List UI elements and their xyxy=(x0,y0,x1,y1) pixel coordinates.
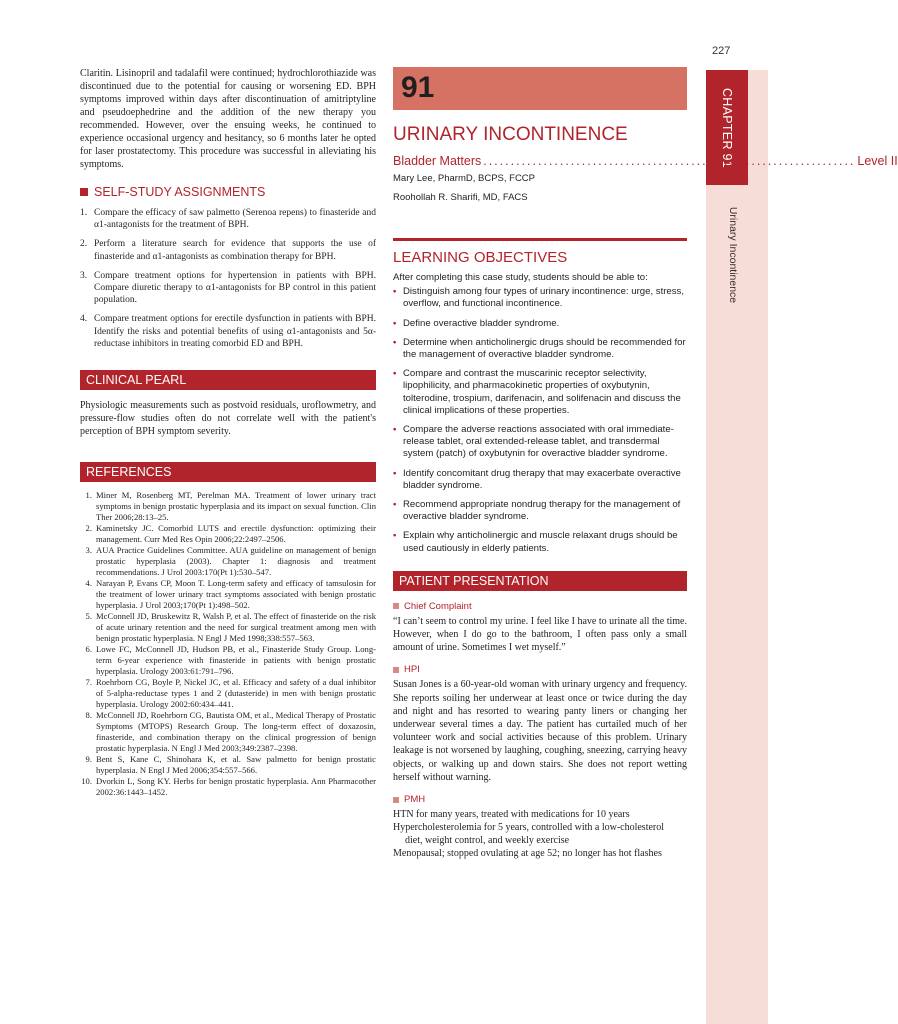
reference-number: 10. xyxy=(81,776,92,787)
self-study-heading-label: SELF-STUDY ASSIGNMENTS xyxy=(94,185,266,199)
intro-paragraph: Claritin. Lisinopril and tadalafil were continued; hydrochlorothiazide was discontinued due to the potential for causing or worsening ED. BPH symptoms improved within days after discontinuation of amitriptyline and pseudoephedrine and the addition of the new therapy you recommended. However, over the ensuing weeks, he continued to experience occasional urgency and hesitancy, so 6 months later he opted for laser prostatectomy. This procedure was successful in alleviating his symptoms. xyxy=(80,68,376,170)
item-text: Identify concomitant drug therapy that may exacerbate overactive bladder syndrome. xyxy=(403,467,681,491)
bullet-icon: • xyxy=(393,499,397,511)
subtitle-left: Bladder Matters xyxy=(393,154,482,168)
reference-item xyxy=(80,523,376,545)
item-text: Recommend appropriate nondrug therapy for the management of overactive bladder syndrome. xyxy=(403,499,681,523)
square-bullet-icon xyxy=(393,667,399,673)
reference-item xyxy=(80,490,376,523)
pmh-line: Hypercholesterolemia for 5 years, controlled with a low-cholesterol xyxy=(393,822,665,834)
chief-complaint-text: “I can’t seem to control my urine. I feel like I have to urinate all the time. However, when I do go to the bathroom, I often pass only a small amount of urine. Sometimes I wet myself.” xyxy=(393,615,687,654)
item-text: Define overactive bladder syndrome. xyxy=(403,317,560,329)
reference-number: 7. xyxy=(85,677,92,688)
reference-text: Narayan P, Evans CP, Moon T. Long-term safety and efficacy of tamsulosin for the treatment of lower urinary tract symptoms associated with benign prostatic hyperplasia. J Urol 2003;170(Pt 1):498–502. xyxy=(96,578,376,611)
list-item xyxy=(80,238,376,262)
bullet-icon: • xyxy=(393,368,397,380)
hpi-heading xyxy=(393,664,687,675)
reference-number: 2. xyxy=(85,523,92,534)
item-text: Compare and contrast the muscarinic receptor selectivity, lipophilicity, and pharmacokinetic properties of oxybutynin, tolterodine, trospium, darifenacin, and solifenacin and discuss the clinical implications of these properties. xyxy=(403,368,681,416)
objectives-list xyxy=(393,286,687,555)
list-item xyxy=(80,270,376,307)
list-item xyxy=(393,468,687,492)
reference-item xyxy=(80,776,376,798)
pmh-line: Menopausal; stopped ovulating at age 52; no longer has hot flashes xyxy=(393,848,662,860)
item-number: 4. xyxy=(80,314,88,325)
reference-item xyxy=(80,578,376,611)
references-heading: REFERENCES xyxy=(80,462,376,482)
list-item xyxy=(393,318,687,330)
clinical-pearl-heading: CLINICAL PEARL xyxy=(80,370,376,390)
pmh-label: PMH xyxy=(404,794,426,806)
reference-text: Kaminetsky JC. Comorbid LUTS and erectile dysfunction: optimizing their management. Curr Med Res Opin 2006;22:2497–2506. xyxy=(96,523,376,545)
hpi-label: HPI xyxy=(404,664,420,676)
item-number: 3. xyxy=(80,270,88,281)
reference-number: 1. xyxy=(85,490,92,501)
bullet-icon: • xyxy=(393,530,397,542)
objectives-intro: After completing this case study, students should be able to: xyxy=(393,272,648,283)
list-item xyxy=(80,313,376,350)
item-text: Compare the efficacy of saw palmetto (Serenoa repens) to finasteride and α1-antagonists for the treatment of BPH. xyxy=(94,208,376,231)
item-number: 2. xyxy=(80,239,88,250)
list-item xyxy=(393,530,687,554)
item-text: Determine when anticholinergic drugs should be recommended for the management of overactive bladder syndrome. xyxy=(403,336,686,361)
reference-text: Miner M, Rosenberg MT, Perelman MA. Treatment of lower urinary tract symptoms in benign prostatic hyperplasia and its impact on sexual function. Clin Ther 2006;28:13–25. xyxy=(96,490,376,523)
list-item xyxy=(80,207,376,231)
reference-number: 4. xyxy=(85,578,92,589)
square-bullet-icon xyxy=(393,797,399,803)
square-bullet-icon xyxy=(393,603,399,609)
reference-item xyxy=(80,545,376,578)
reference-item xyxy=(80,677,376,710)
item-number: 1. xyxy=(80,208,88,218)
chief-complaint-heading xyxy=(393,601,687,612)
reference-number: 3. xyxy=(85,545,92,556)
leader-dots: .................................................................... xyxy=(483,154,856,168)
objectives-heading: LEARNING OBJECTIVES xyxy=(393,249,568,266)
list-item xyxy=(393,368,687,417)
reference-text: Bent S, Kane C, Shinohara K, et al. Saw palmetto for benign prostatic hyperplasia. N Engl J Med 2006;354:557–566. xyxy=(96,754,376,776)
bullet-icon: • xyxy=(393,467,397,479)
page-number: 227 xyxy=(712,45,731,57)
item-text: Explain why anticholinergic and muscle relaxant drugs should be used cautiously in elderly patients. xyxy=(403,530,678,554)
reference-number: 6. xyxy=(85,644,92,655)
chapter-tab-label: CHAPTER 91 xyxy=(720,87,734,169)
item-text: Compare treatment options for hypertension in patients with BPH. Compare diuretic therapy to α1-antagonists for BP control in this patient population. xyxy=(94,270,376,306)
case-number: 91 xyxy=(393,67,687,110)
bullet-icon: • xyxy=(393,336,397,348)
item-text: Perform a literature search for evidence that supports the use of finasteride and α1-antagonists as combination therapy for BPH. xyxy=(94,239,376,262)
reference-text: Roehrborn CG, Boyle P, Nickel JC, et al. Efficacy and safety of a dual inhibitor of 5-alpha-reductase types 1 and 2 (dutasteride) in men with benign prostatic hyperplasia. Urology 2002:60:434–441. xyxy=(96,677,376,710)
bullet-icon: • xyxy=(393,424,397,436)
bullet-icon: • xyxy=(393,317,397,329)
reference-item xyxy=(80,710,376,754)
square-bullet-icon xyxy=(80,188,88,196)
list-item xyxy=(393,424,687,461)
left-column xyxy=(80,67,376,798)
chief-complaint-label: Chief Complaint xyxy=(404,600,472,612)
reference-text: Lowe FC, McConnell JD, Hudson PB, et al., Finasteride Study Group. Long-term 6-year experience with finasteride in patients with benign prostatic hyperplasia. Urology 2003:61:791–796. xyxy=(96,644,376,677)
reference-item xyxy=(80,754,376,776)
reference-text: Dvorkin L, Song KY. Herbs for benign prostatic hyperplasia. Ann Pharmacother 2002:36:1443–1452. xyxy=(96,776,376,798)
patient-presentation-heading: PATIENT PRESENTATION xyxy=(393,571,687,591)
pmh-line: diet, weight control, and weekly exercise xyxy=(405,835,570,847)
pmh-line: HTN for many years, treated with medications for 10 years xyxy=(393,809,630,821)
list-item xyxy=(393,499,687,523)
references-list xyxy=(80,490,376,798)
author-2: Roohollah R. Sharifi, MD, FACS xyxy=(393,192,528,203)
reference-text: McConnell JD, Bruskewitz R, Walsh P, et al. The effect of finasteride on the risk of acute urinary retention and the need for surgical treatment among men with benign prostatic hyperplasia. N Engl J Med 1998;338:557–563. xyxy=(96,611,376,644)
bullet-icon: • xyxy=(393,286,397,298)
reference-number: 5. xyxy=(85,611,92,622)
running-topic: Urinary Incontinence xyxy=(727,206,739,304)
hpi-text: Susan Jones is a 60-year-old woman with urinary urgency and frequency. She reports soiling her underwear at least once or twice during the day and night and has resorted to wearing panty liners or changing her underwear several times a day. The patient has curtailed much of her volunteer work and social activities because of this problem. Urinary leakage is not worsened by laughing, coughing, sneezing, carrying heavy objects, or walking up and down stairs. She does not report wetting herself without warning. xyxy=(393,679,687,783)
item-text: Distinguish among four types of urinary incontinence: urge, stress, overflow, and functional incontinence. xyxy=(403,286,685,310)
subtitle-level: Level II xyxy=(857,154,898,168)
reference-number: 8. xyxy=(85,710,92,721)
item-text: Compare the adverse reactions associated with oral immediate-release tablet, oral extended-release tablet, and transdermal system (patch) of oxybutynin for overactive bladder syndrome. xyxy=(403,424,674,460)
list-item xyxy=(393,337,687,361)
reference-item xyxy=(80,644,376,677)
item-text: Compare treatment options for erectile dysfunction in patients with BPH. Identify the risks and potential benefits of using α1-antagonists and 5α-reductase inhibitors in treating comorbid ED and BPH. xyxy=(94,314,376,349)
self-study-list xyxy=(80,207,376,350)
self-study-heading xyxy=(80,185,376,199)
clinical-pearl-text: Physiologic measurements such as postvoid residuals, uroflowmetry, and pressure-flow studies often do not correlate well with the patient's perception of BPH symptom severity. xyxy=(80,400,376,438)
list-item xyxy=(393,286,687,310)
author-1: Mary Lee, PharmD, BCPS, FCCP xyxy=(393,173,536,184)
objectives-rule xyxy=(393,238,687,241)
pmh-heading xyxy=(393,794,687,805)
reference-text: AUA Practice Guidelines Committee. AUA guideline on management of benign prostatic hyperplasia (2003). Chapter 1: diagnosis and treatment recommendations. J Urol 2003:170(Pt 1):530–547. xyxy=(96,545,376,578)
reference-item xyxy=(80,611,376,644)
case-title: URINARY INCONTINENCE xyxy=(393,124,628,145)
reference-text: McConnell JD, Roehrborn CG, Bautista OM, et al., Medical Therapy of Prostatic Symptoms (MTOPS) Research Group. The long-term effect of doxazosin, finasteride, and combination therapy on the clinical progression of benign prostatic hyperplasia. N Engl J Med 2003;349:2387–2398. xyxy=(96,710,376,754)
case-subtitle xyxy=(393,154,898,168)
reference-number: 9. xyxy=(85,754,92,765)
